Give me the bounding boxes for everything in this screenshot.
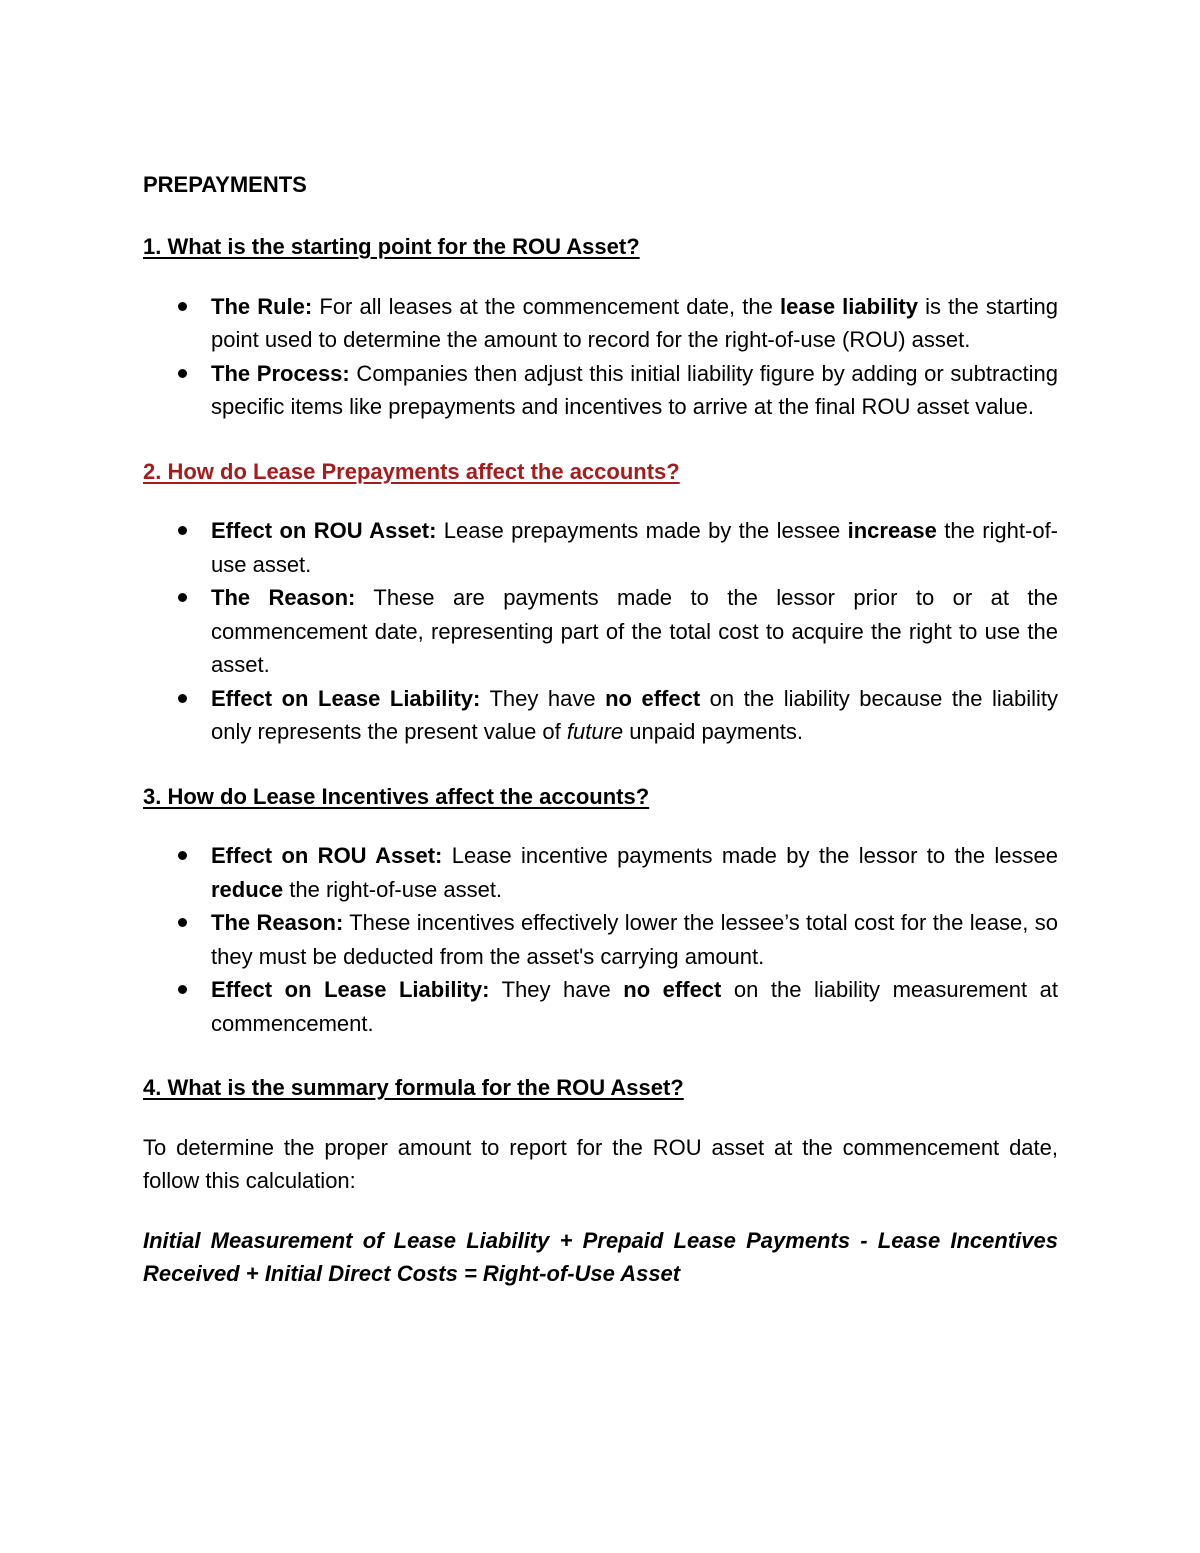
rou-formula: Initial Measurement of Lease Liability + Prepaid Lease Payments - Lease Incentives Received + Initial Direct Costs = Right-of-Use Asset (143, 1227, 1058, 1286)
item-text: the right-of-use asset. (211, 518, 1059, 577)
item-label: Effect on ROU Asset: (211, 518, 437, 543)
document-page (143, 168, 1058, 1291)
bullet-icon (178, 694, 187, 703)
item-emphasis: reduce (211, 876, 284, 902)
item-emphasis: no effect (605, 685, 701, 711)
item-label: The Rule: (211, 293, 313, 319)
item-label: Effect on ROU Asset: (211, 843, 443, 868)
section-1-list (143, 290, 1058, 424)
item-text: is the starting point used to determine the amount to record for the right-of-use (ROU) asset. (211, 293, 1058, 352)
item-text: Companies then adjust this initial liability figure by adding or subtracting specific items like prepayments and incentives to arrive at the final ROU asset value. (211, 360, 1059, 419)
item-label: Effect on Lease Liability: (211, 977, 490, 1002)
section-3-list (143, 839, 1058, 1040)
item-text: on the liability measurement at commencement. (211, 977, 1058, 1036)
item-text: Lease prepayments made by the lessee (436, 518, 848, 543)
list-item (143, 581, 1058, 682)
item-text: the right-of-use asset. (283, 876, 503, 902)
item-text: unpaid payments. (623, 719, 803, 744)
item-label: Effect on Lease Liability: (211, 685, 481, 711)
list-item (143, 514, 1058, 581)
item-italic: future (566, 719, 624, 744)
item-emphasis: lease liability (780, 293, 918, 319)
bullet-icon (178, 302, 187, 311)
list-item (143, 973, 1058, 1040)
document-title: PREPAYMENTS (143, 172, 307, 197)
item-label: The Reason: (211, 585, 356, 610)
item-text: They have (489, 977, 624, 1002)
list-item (143, 906, 1058, 973)
bullet-icon (178, 593, 187, 602)
bullet-icon (178, 918, 187, 927)
section-3-heading: 3. How do Lease Incentives affect the accounts? (143, 783, 650, 809)
bullet-icon (178, 851, 187, 860)
item-label: The Reason: (211, 910, 344, 935)
section-2-list (143, 514, 1058, 749)
formula-intro: To determine the proper amount to report for the ROU asset at the commencement date, follow this calculation: (143, 1134, 1058, 1193)
list-item (143, 682, 1058, 749)
section-4-heading: 4. What is the summary formula for the ROU Asset? (143, 1075, 684, 1100)
list-item (143, 839, 1058, 906)
section-1-heading: 1. What is the starting point for the ROU Asset? (143, 234, 640, 259)
item-label: The Process: (211, 360, 350, 386)
item-text: on the liability because the liability only represents the present value of (211, 685, 1059, 744)
list-item (143, 357, 1058, 424)
item-text: These are payments made to the lessor prior to or at the commencement date, representing part of the total cost to acquire the right to use the asset. (211, 585, 1058, 677)
section-2-heading: 2. How do Lease Prepayments affect the accounts? (143, 458, 680, 484)
bullet-icon (178, 526, 187, 535)
item-emphasis: increase (847, 518, 937, 543)
item-text: These incentives effectively lower the lessee’s total cost for the lease, so they must be deducted from the asset's carrying amount. (211, 910, 1058, 969)
item-text: They have (480, 685, 606, 711)
item-text: For all leases at the commencement date, the (312, 293, 780, 319)
bullet-icon (178, 369, 187, 378)
item-text: Lease incentive payments made by the lessor to the lessee (442, 843, 1059, 868)
item-emphasis: no effect (623, 977, 722, 1002)
list-item (143, 290, 1058, 357)
bullet-icon (178, 985, 187, 994)
